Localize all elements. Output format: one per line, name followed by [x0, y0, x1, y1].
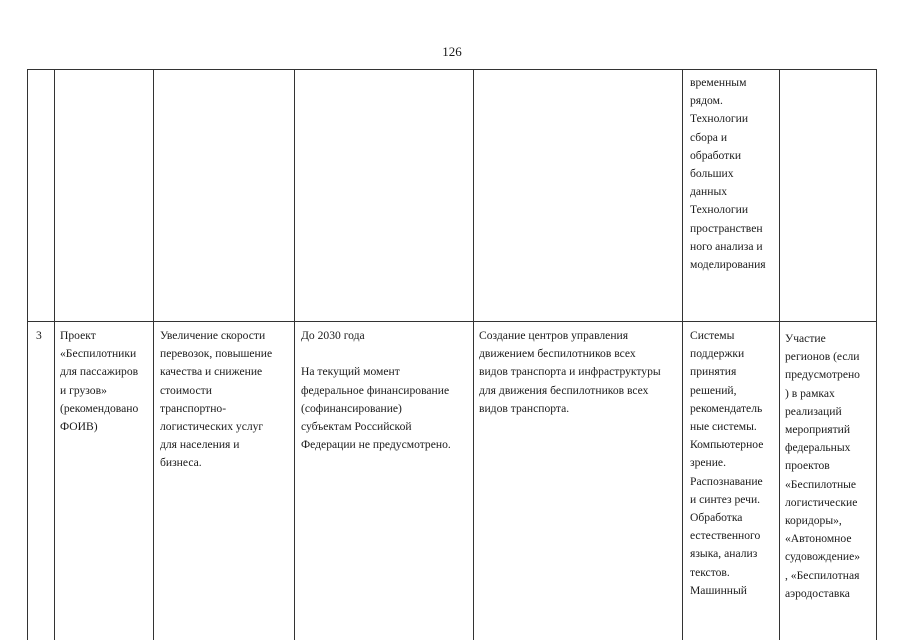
column-divider	[473, 69, 474, 640]
row-divider	[27, 321, 877, 322]
cell-technologies: Системы поддержки принятия решений, рекомендатель ные системы. Компьютерное зрение. Распознавание и синтез речи. Обработка естественного языка, анализ текстов. Машинный	[690, 329, 764, 597]
column-divider	[779, 69, 780, 640]
cell-effect: Увеличение скорости перевозок, повышение качества и снижение стоимости транспортно- логистических услуг для населения и бизнеса.	[160, 329, 273, 470]
cell-funding: До 2030 года На текущий момент федеральное финансирование (софинансирование) субъектам Российской Федерации не предусмотрено.	[301, 329, 451, 452]
column-divider	[682, 69, 683, 640]
column-divider	[54, 69, 55, 640]
table-border-top	[27, 69, 877, 70]
cell-number: 3	[36, 329, 42, 342]
column-divider	[27, 69, 28, 640]
cell-participation: Участие регионов (если предусмотрено ) в рамках реализаций мероприятий федеральных проектов «Беспилотные логистические коридоры», «Автономное судовождение» , «Беспилотная аэродоставка	[785, 332, 861, 600]
cell-technologies: временным рядом. Технологии сбора и обработки больших данных Технологии пространствен ного анализа и моделирования	[690, 76, 766, 272]
column-divider	[153, 69, 154, 640]
table-border-right	[876, 69, 877, 640]
cell-project: Проект «Беспилотники для пассажиров и грузов» (рекомендовано ФОИВ)	[60, 329, 139, 434]
page-number: 126	[442, 44, 462, 59]
cell-result: Создание центров управления движением беспилотников всех видов транспорта и инфраструктуры для движения беспилотников всех видов транспорта.	[479, 329, 661, 415]
column-divider	[294, 69, 295, 640]
